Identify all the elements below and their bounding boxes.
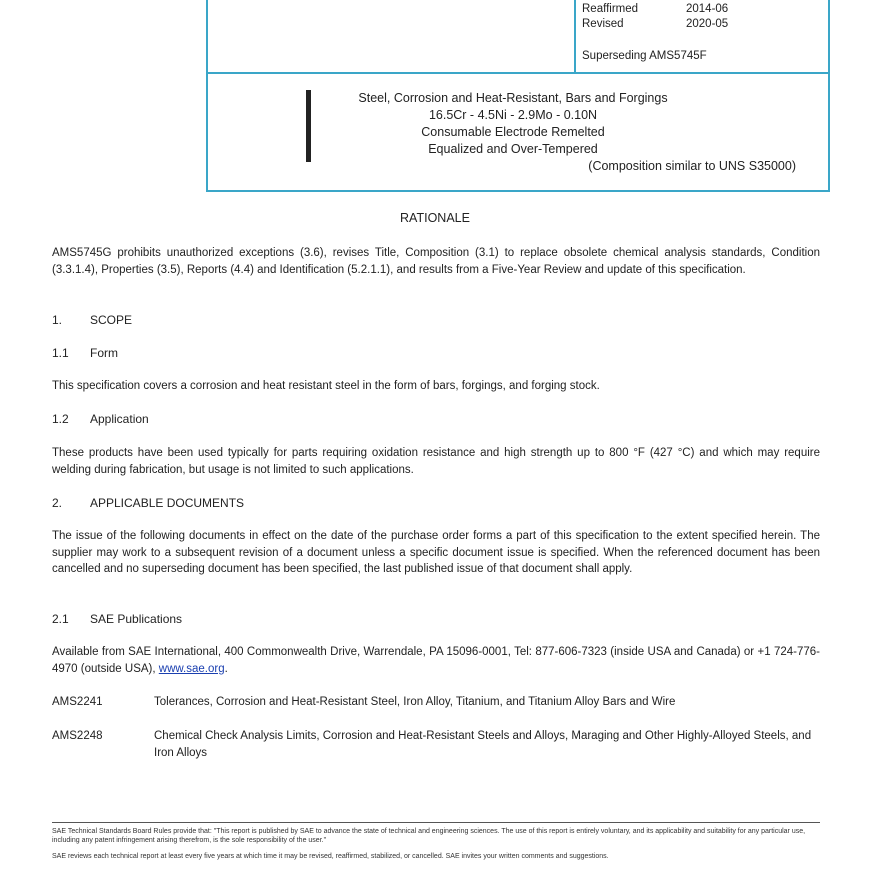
sae-address-text: Available from SAE International, 400 Commonwealth Drive, Warrendale, PA 15096-0001, Tel: 877-606-7323 (inside USA and Canada) or +1 724-776-4970 (outside USA), xyxy=(52,646,820,675)
section-title: SAE Publications xyxy=(90,612,183,626)
sae-publications-paragraph xyxy=(52,644,820,677)
section-number: 2. xyxy=(52,496,63,510)
change-bar xyxy=(306,90,311,162)
title-line: Consumable Electrode Remelted xyxy=(421,125,605,139)
section-heading-sae-publications xyxy=(52,612,182,626)
section-number: 1.1 xyxy=(52,346,69,360)
document-title xyxy=(318,90,708,158)
section-heading-applicable-documents xyxy=(52,496,244,510)
section-number: 1.2 xyxy=(52,412,69,426)
header-top-section xyxy=(208,0,828,74)
date-value: 2014-06 xyxy=(686,3,729,15)
footer-disclaimer: SAE Technical Standards Board Rules provide that: "This report is published by SAE to advance the state of technical and engineering sciences. The use of this report is entirely voluntary, and its applicability and suitability for any particular use, including any patent infringement arising therefrom, is the sole responsibility of the user." xyxy=(52,828,806,844)
application-paragraph: These products have been used typically for parts requiring oxidation resistance and high strength up to 800 °F (427 °C) and which may require welding during fabrication, but usage is not limited to such applications. xyxy=(52,447,820,476)
title-line: 16.5Cr - 4.5Ni - 2.9Mo - 0.10N xyxy=(428,108,598,122)
rationale-paragraph: AMS5745G prohibits unauthorized exceptions (3.6), revises Title, Composition (3.1) to replace obsolete chemical analysis standards, Condition (3.3.1.4), Properties (3.5), Reports (4.4) and Identification (5.2.1.1), and results from a Five-Year Review and update of this specification. xyxy=(52,247,820,276)
date-label: Reaffirmed xyxy=(582,3,639,15)
section-title: Application xyxy=(90,412,149,426)
sae-website-link[interactable]: www.sae.org xyxy=(158,662,225,675)
reference-code: AMS2241 xyxy=(52,696,103,708)
form-paragraph: This specification covers a corrosion and heat resistant steel in the form of bars, forgings, and forging stock. xyxy=(52,380,600,392)
section-title: APPLICABLE DOCUMENTS xyxy=(90,496,245,510)
sae-text-end: . xyxy=(224,662,228,675)
title-line: Steel, Corrosion and Heat-Resistant, Bars and Forgings xyxy=(358,91,668,105)
reference-description: Tolerances, Corrosion and Heat-Resistant Steel, Iron Alloy, Titanium, and Titanium Alloy Bars and Wire xyxy=(154,696,676,708)
section-heading-scope xyxy=(52,313,132,327)
date-value: 2020-05 xyxy=(686,18,729,30)
revision-dates xyxy=(582,2,728,32)
applicable-documents-paragraph: The issue of the following documents in effect on the date of the purchase order forms a part of this specification to the extent specified herein. The supplier may work to a subsequent revision of a document unless a specific document issue is specified. When the referenced document has been cancelled and no superseding document has been specified, the last published issue of that document shall apply. xyxy=(52,530,820,575)
footer-review-note: SAE reviews each technical report at least every five years at which time it may be revised, reaffirmed, stabilized, or cancelled. SAE invites your written comments and suggestions. xyxy=(52,853,609,860)
reference-code: AMS2248 xyxy=(52,730,103,742)
date-row-reaffirmed xyxy=(582,2,728,17)
section-title: Form xyxy=(90,346,118,360)
section-title: SCOPE xyxy=(90,313,133,327)
superseding-note: Superseding AMS5745F xyxy=(582,50,707,62)
section-number: 1. xyxy=(52,313,63,327)
rationale-heading: RATIONALE xyxy=(400,211,470,225)
section-heading-application xyxy=(52,412,149,426)
reference-row xyxy=(52,728,820,761)
date-label: Revised xyxy=(582,18,624,30)
title-line: Equalized and Over-Tempered xyxy=(428,142,598,156)
date-row-revised xyxy=(582,17,728,32)
header-divider xyxy=(574,0,576,72)
document-header-box xyxy=(206,0,830,192)
section-number: 2.1 xyxy=(52,612,69,626)
composition-note: (Composition similar to UNS S35000) xyxy=(588,159,796,173)
section-heading-form xyxy=(52,346,118,360)
footer-divider xyxy=(52,822,820,823)
reference-description: Chemical Check Analysis Limits, Corrosion and Heat-Resistant Steels and Alloys, Maraging and Other Highly-Alloyed Steels, and Iron Alloys xyxy=(154,730,812,759)
reference-row xyxy=(52,694,820,711)
